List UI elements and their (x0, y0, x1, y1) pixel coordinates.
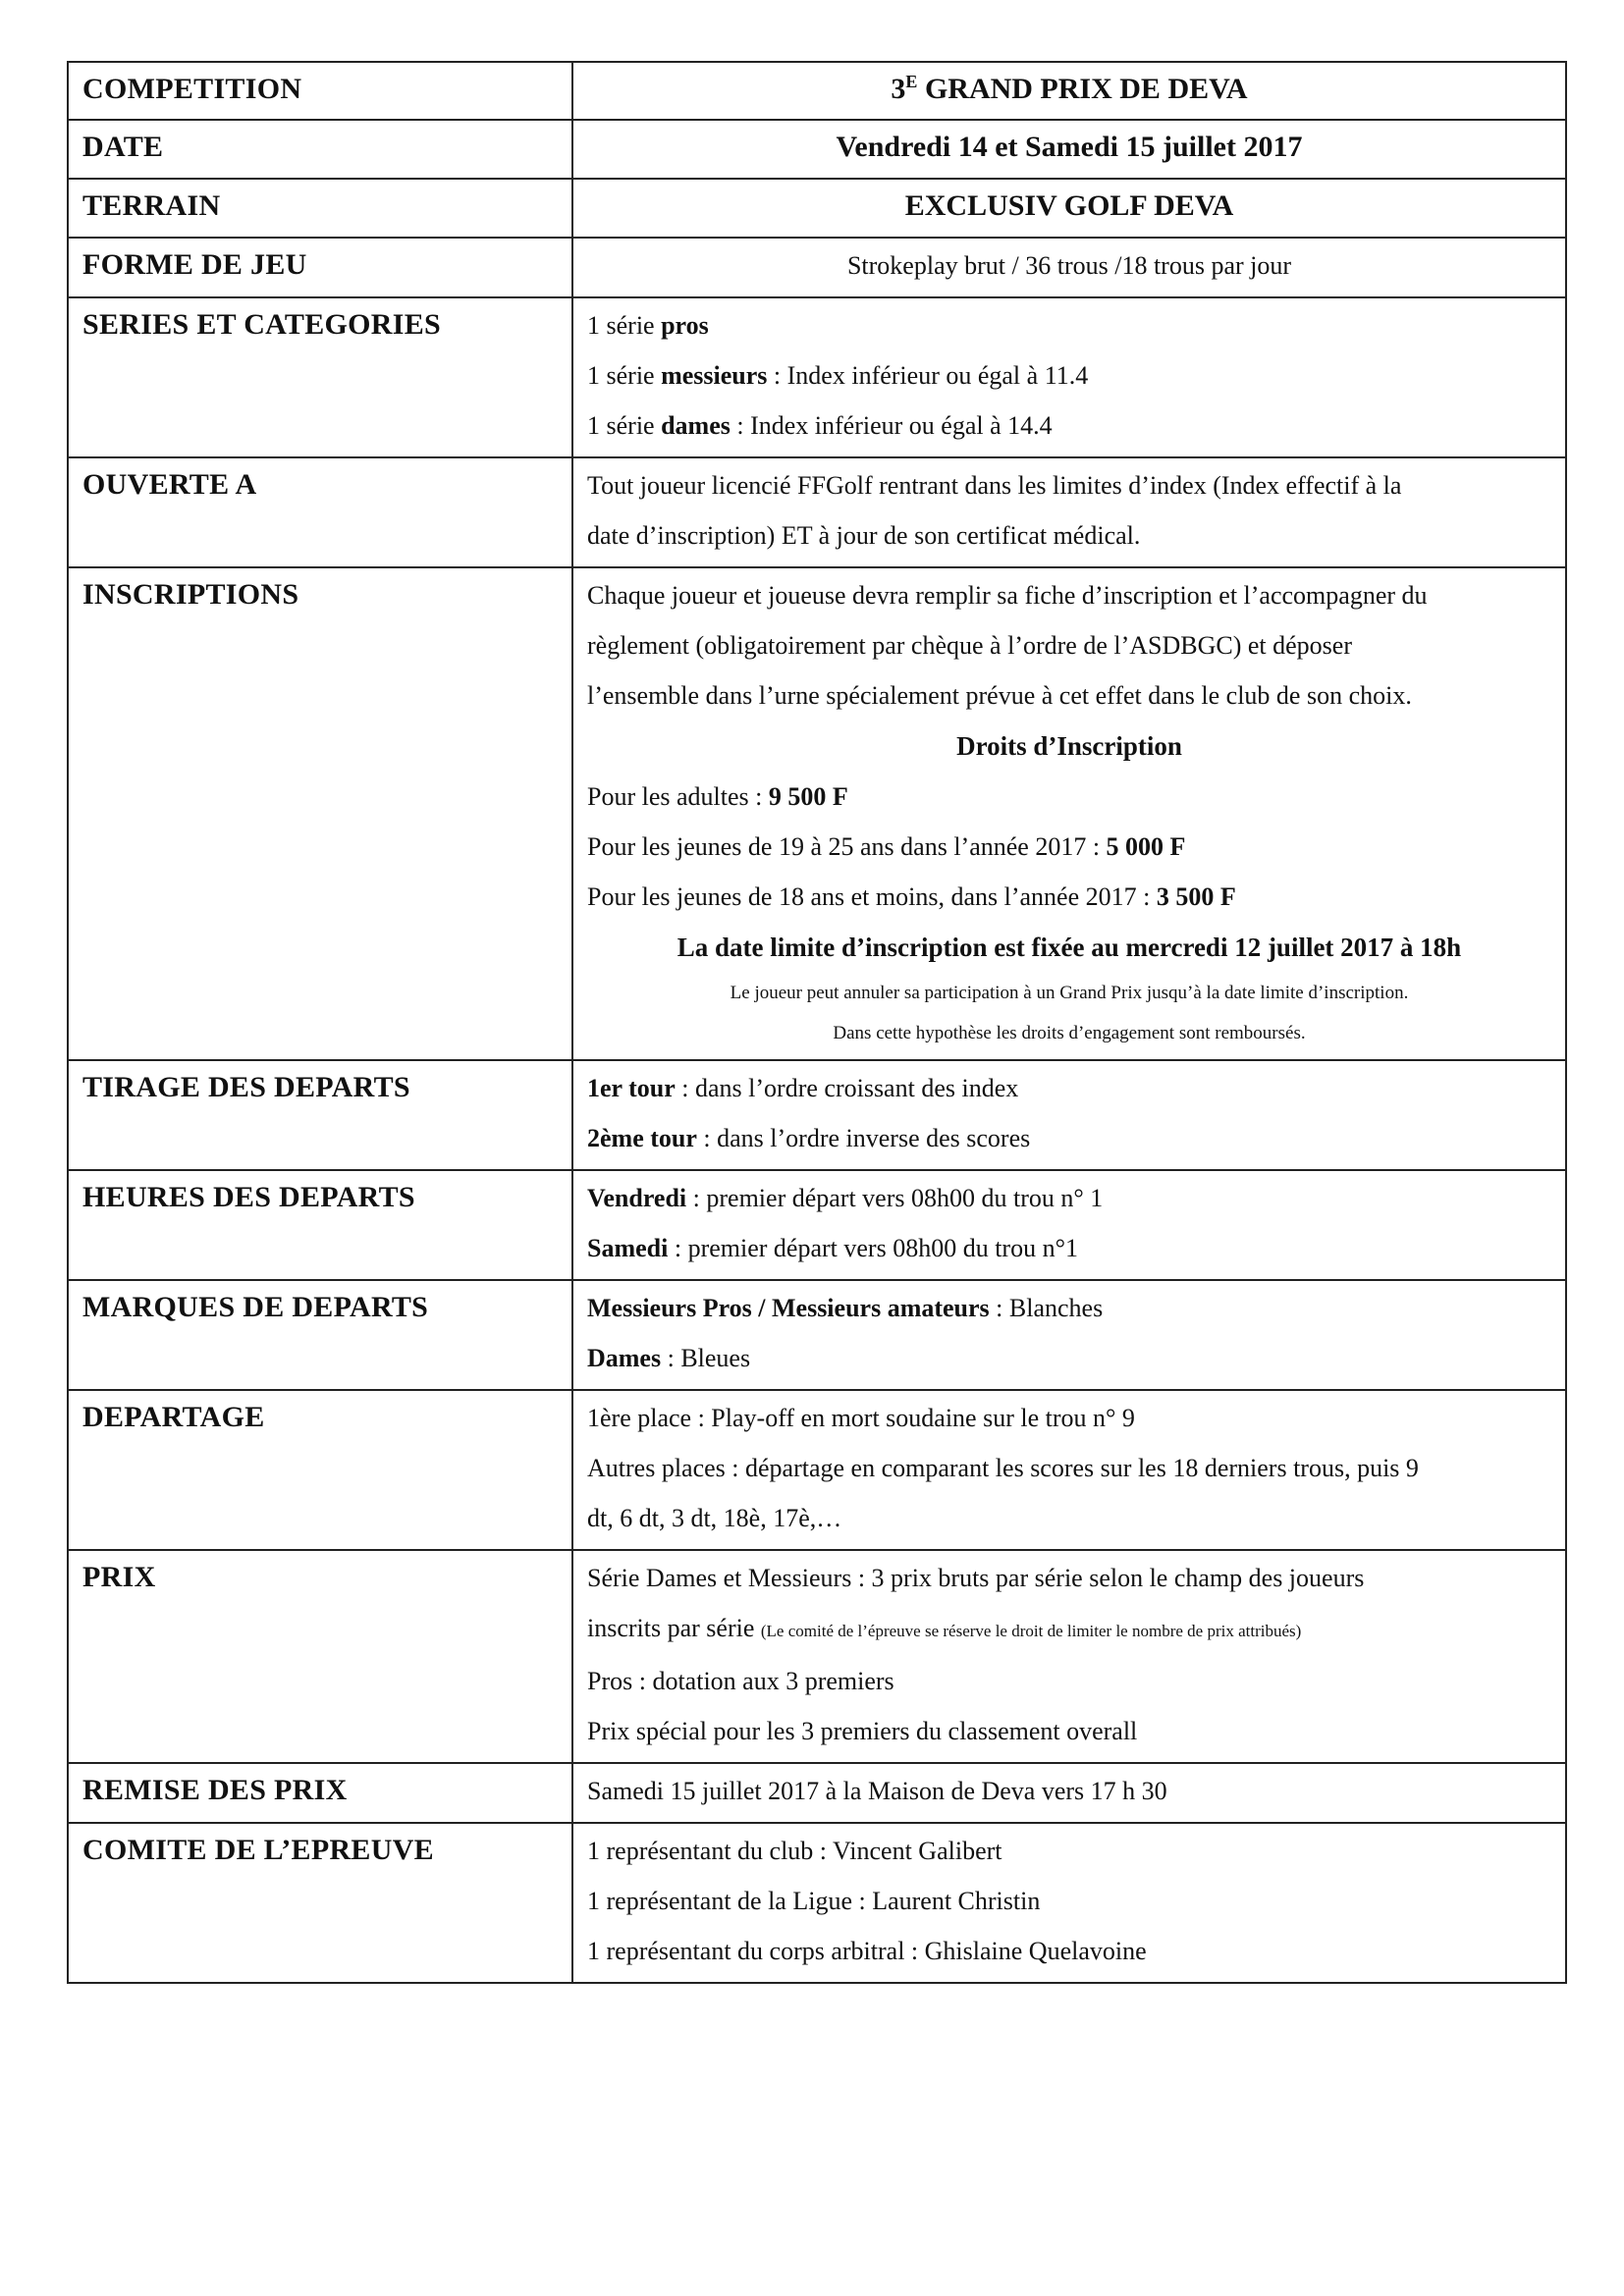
title-superscript: E (905, 72, 918, 91)
row-ouverte (68, 457, 1566, 567)
text-line: inscrits par série (Le comité de l’épreuve se réserve le droit de limiter le nombre de prix attribués) (587, 1614, 1302, 1642)
tirage-line: 2ème tour : dans l’ordre inverse des scores (587, 1124, 1031, 1152)
forme-value: Strokeplay brut / 36 trous /18 trous par jour (846, 251, 1292, 280)
text-line: Chaque joueur et joueuse devra remplir sa fiche d’inscription et l’accompagner du (587, 581, 1428, 610)
row-label: OUVERTE A (82, 468, 257, 501)
refund-note: Dans cette hypothèse les droits d’engagement sont remboursés. (833, 1023, 1306, 1043)
row-departage (68, 1390, 1566, 1550)
text-line: Tout joueur licencié FFGolf rentrant dans les limites d’index (Index effectif à la (587, 471, 1402, 500)
fee-line: Pour les adultes : 9 500 F (587, 782, 848, 811)
row-label: PRIX (82, 1561, 156, 1593)
row-marques (68, 1280, 1566, 1390)
row-prix (68, 1550, 1566, 1763)
text-line: dt, 6 dt, 3 dt, 18è, 17è,… (587, 1504, 842, 1532)
row-date (68, 120, 1566, 179)
row-forme-de-jeu (68, 238, 1566, 297)
series-line: 1 série dames : Index inférieur ou égal à 14.4 (587, 411, 1053, 440)
text-line: Série Dames et Messieurs : 3 prix bruts par série selon le champ des joueurs (587, 1564, 1365, 1592)
fees-heading: Droits d’Inscription (956, 731, 1182, 761)
row-label: SERIES ET CATEGORIES (82, 308, 442, 341)
value-cell (572, 62, 1566, 120)
fee-line: Pour les jeunes de 18 ans et moins, dans l’année 2017 : 3 500 F (587, 882, 1236, 911)
remise-text (573, 1764, 1565, 1822)
marque-line: Messieurs Pros / Messieurs amateurs : Blanches (587, 1294, 1104, 1322)
comite-list (573, 1824, 1565, 1982)
heure-line: Vendredi : premier départ vers 08h00 du trou n° 1 (587, 1184, 1104, 1212)
heure-line: Samedi : premier départ vers 08h00 du trou n°1 (587, 1234, 1078, 1262)
row-comite (68, 1823, 1566, 1983)
title-number: 3 (891, 73, 906, 105)
row-heures (68, 1170, 1566, 1280)
label-cell (68, 62, 572, 120)
text-line: Autres places : départage en comparant les scores sur les 18 derniers trous, puis 9 (587, 1454, 1419, 1482)
series-line: 1 série pros (587, 311, 709, 340)
row-tirage (68, 1060, 1566, 1170)
text-line: Pros : dotation aux 3 premiers (587, 1667, 894, 1695)
text-line: l’ensemble dans l’urne spécialement prévue à cet effet dans le club de son choix. (587, 681, 1412, 710)
row-label: COMPETITION (82, 73, 302, 105)
text-line: 1ère place : Play-off en mort soudaine sur le trou n° 9 (587, 1404, 1135, 1432)
terrain-value: EXCLUSIV GOLF DEVA (904, 189, 1234, 222)
prix-footnote: (Le comité de l’épreuve se réserve le droit de limiter le nombre de prix attribués) (760, 1622, 1302, 1640)
ouverte-text (573, 458, 1565, 566)
prix-text (573, 1551, 1565, 1762)
row-label: DEPARTAGE (82, 1401, 265, 1433)
series-list (573, 298, 1565, 456)
row-label: MARQUES DE DEPARTS (82, 1291, 429, 1323)
row-label: HEURES DES DEPARTS (82, 1181, 415, 1213)
row-label: FORME DE JEU (82, 248, 307, 281)
text-line: Prix spécial pour les 3 premiers du classement overall (587, 1717, 1138, 1745)
departage-text (573, 1391, 1565, 1549)
date-value: Vendredi 14 et Samedi 15 juillet 2017 (836, 131, 1303, 163)
text-line: Samedi 15 juillet 2017 à la Maison de Deva vers 17 h 30 (587, 1777, 1167, 1805)
row-label: COMITE DE L’EPREUVE (82, 1834, 434, 1866)
competition-title (573, 63, 1565, 116)
row-terrain (68, 179, 1566, 238)
text-line: 1 représentant de la Ligue : Laurent Christin (587, 1887, 1041, 1915)
text-line: date d’inscription) ET à jour de son certificat médical. (587, 521, 1141, 550)
row-label: INSCRIPTIONS (82, 578, 299, 611)
tirage-list (573, 1061, 1565, 1169)
row-label: REMISE DES PRIX (82, 1774, 348, 1806)
row-label: DATE (82, 131, 164, 163)
row-label: TERRAIN (82, 189, 221, 222)
series-line: 1 série messieurs : Index inférieur ou égal à 11.4 (587, 361, 1089, 390)
row-inscriptions (68, 567, 1566, 1060)
row-series (68, 297, 1566, 457)
document-page (67, 61, 1565, 1984)
title-text: GRAND PRIX DE DEVA (917, 73, 1248, 105)
text-line: règlement (obligatoirement par chèque à l’ordre de l’ASDBGC) et déposer (587, 631, 1352, 660)
fee-line: Pour les jeunes de 19 à 25 ans dans l’année 2017 : 5 000 F (587, 832, 1186, 861)
inscriptions-text (573, 568, 1565, 1059)
regulations-table (67, 61, 1567, 1984)
cancel-note: Le joueur peut annuler sa participation à un Grand Prix jusqu’à la date limite d’inscription. (730, 983, 1409, 1003)
deadline-text: La date limite d’inscription est fixée au mercredi 12 juillet 2017 à 18h (677, 933, 1462, 962)
row-label: TIRAGE DES DEPARTS (82, 1071, 410, 1103)
heures-list (573, 1171, 1565, 1279)
row-remise (68, 1763, 1566, 1823)
text-line: 1 représentant du corps arbitral : Ghislaine Quelavoine (587, 1937, 1147, 1965)
marques-list (573, 1281, 1565, 1389)
tirage-line: 1er tour : dans l’ordre croissant des index (587, 1074, 1019, 1102)
marque-line: Dames : Bleues (587, 1344, 751, 1372)
row-competition (68, 62, 1566, 120)
text-line: 1 représentant du club : Vincent Galibert (587, 1837, 1002, 1865)
